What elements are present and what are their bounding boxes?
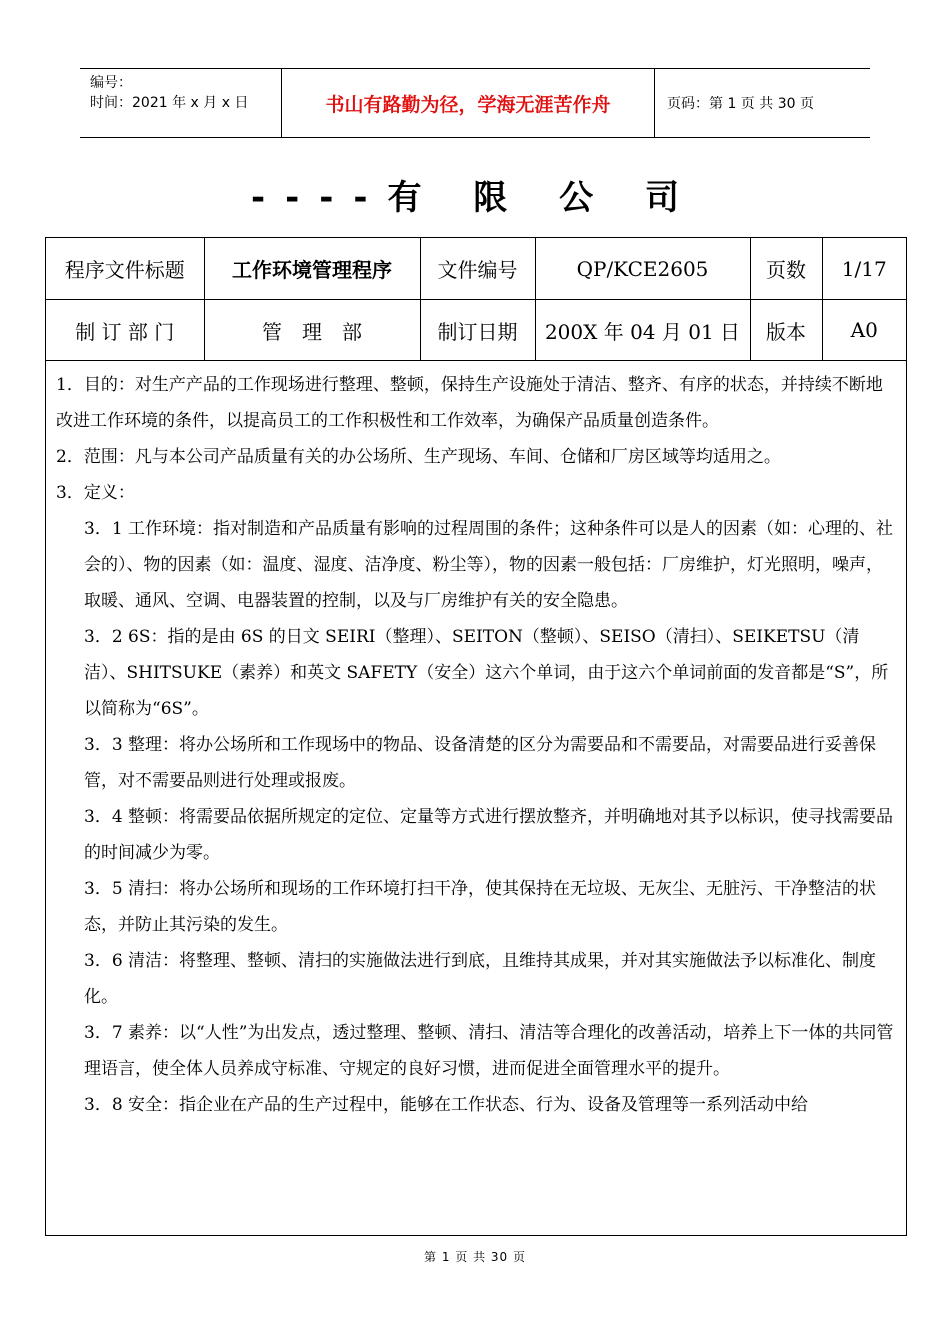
date-label: 制订日期 — [420, 300, 535, 361]
section-text: 定义： — [83, 483, 135, 503]
section-text: 安全：指企业在产品的生产过程中，能够在工作状态、行为、设备及管理等一系列活动中给 — [128, 1095, 809, 1115]
date-value: 200X 年 04 月 01 日 — [535, 300, 750, 361]
meta-row — [46, 300, 906, 361]
section-number: 3．5 — [84, 879, 123, 899]
section-paragraph — [56, 943, 896, 1015]
section-text: 范围：凡与本公司产品质量有关的办公场所、生产现场、车间、仓储和厂房区域等均适用之。 — [83, 447, 781, 467]
section-paragraph — [56, 511, 896, 619]
section-text: 整理：将办公场所和工作现场中的物品、设备清楚的区分为需要品和不需要品，对需要品进行妥善保管，对不需要品则进行处理或报废。 — [84, 735, 877, 791]
section-paragraph — [56, 871, 896, 943]
section-number: 3．2 — [84, 627, 123, 647]
version-label: 版本 — [750, 300, 822, 361]
section-paragraph — [56, 619, 896, 727]
section-text: 素养：以“人性”为出发点，透过整理、整顿、清扫、清洁等合理化的改善活动，培养上下一体的共同管理语言，使全体人员养成守标准、守规定的良好习惯，进而促进全面管理水平的提升。 — [84, 1023, 894, 1079]
dept-value: 管 理 部 — [204, 300, 420, 361]
dept-label: 制 订 部 门 — [46, 300, 204, 361]
section-text: 6S：指的是由 6S 的日文 SEIRI（整理）、SEITON（整顿）、SEISO（清扫）、SEIKETSU（清洁）、SHITSUKE（素养）和英文 SAFETY（安全）这六个单词，由于这六个单词前面的发音都是“S”，所以简称为“6S”。 — [84, 627, 889, 719]
section-paragraph — [56, 799, 896, 871]
section-paragraph — [56, 727, 896, 799]
serial-label: 编号： — [90, 75, 132, 91]
page-footer: 第 1 页 共 30 页 — [424, 1250, 526, 1264]
section-text: 清扫：将办公场所和现场的工作环境打扫干净，使其保持在无垃圾、无灰尘、无脏污、干净整洁的状态，并防止其污染的发生。 — [84, 879, 877, 935]
section-number: 3．4 — [84, 807, 123, 827]
section-number: 3．1 — [84, 519, 123, 539]
section-text: 工作环境：指对制造和产品质量有影响的过程周围的条件；这种条件可以是人的因素（如：心理的、社会的）、物的因素（如：温度、湿度、洁净度、粉尘等），物的因素一般包括：厂房维护，灯光照明，噪声，取暖、通风、空调、电器装置的控制，以及与厂房维护有关的安全隐患。 — [84, 519, 894, 611]
version-value: A0 — [822, 300, 906, 361]
doc-no-label: 文件编号 — [420, 238, 535, 300]
section-number: 1． — [56, 375, 84, 395]
section-paragraph — [56, 1087, 896, 1123]
page-header — [80, 68, 870, 138]
company-title: ----有 限 公 司 — [251, 178, 699, 218]
document-body — [46, 361, 906, 1123]
section-number: 3．8 — [84, 1095, 123, 1115]
meta-table — [46, 238, 906, 361]
section-paragraph — [56, 439, 896, 475]
motto: 书山有路勤为径，学海无涯苦作舟 — [282, 69, 655, 137]
page-info: 页码：第 1 页 共 30 页 — [667, 96, 814, 112]
doc-no-value: QP/KCE2605 — [535, 238, 750, 300]
section-number: 3．3 — [84, 735, 123, 755]
section-number: 2． — [56, 447, 84, 467]
pages-label: 页数 — [750, 238, 822, 300]
doc-title-value: 工作环境管理程序 — [204, 238, 420, 300]
section-paragraph — [56, 367, 896, 439]
section-number: 3．7 — [84, 1023, 123, 1043]
section-paragraph — [56, 475, 896, 511]
time-label: 时间：2021 年 x 月 x 日 — [90, 95, 249, 111]
meta-row — [46, 238, 906, 300]
section-text: 目的：对生产产品的工作现场进行整理、整顿，保持生产设施处于清洁、整齐、有序的状态，并持续不断地改进工作环境的条件，以提高员工的工作积极性和工作效率，为确保产品质量创造条件。 — [56, 375, 883, 431]
section-number: 3．6 — [84, 951, 123, 971]
section-text: 清洁：将整理、整顿、清扫的实施做法进行到底，且维持其成果，并对其实施做法予以标准化、制度化。 — [84, 951, 877, 1007]
section-text: 整顿：将需要品依据所规定的定位、定量等方式进行摆放整齐，并明确地对其予以标识，使寻找需要品的时间减少为零。 — [84, 807, 894, 863]
section-paragraph — [56, 1015, 896, 1087]
pages-value: 1/17 — [822, 238, 906, 300]
document-frame — [45, 237, 907, 1236]
header-left — [80, 69, 282, 137]
section-number: 3． — [56, 483, 84, 503]
doc-title-label: 程序文件标题 — [46, 238, 204, 300]
